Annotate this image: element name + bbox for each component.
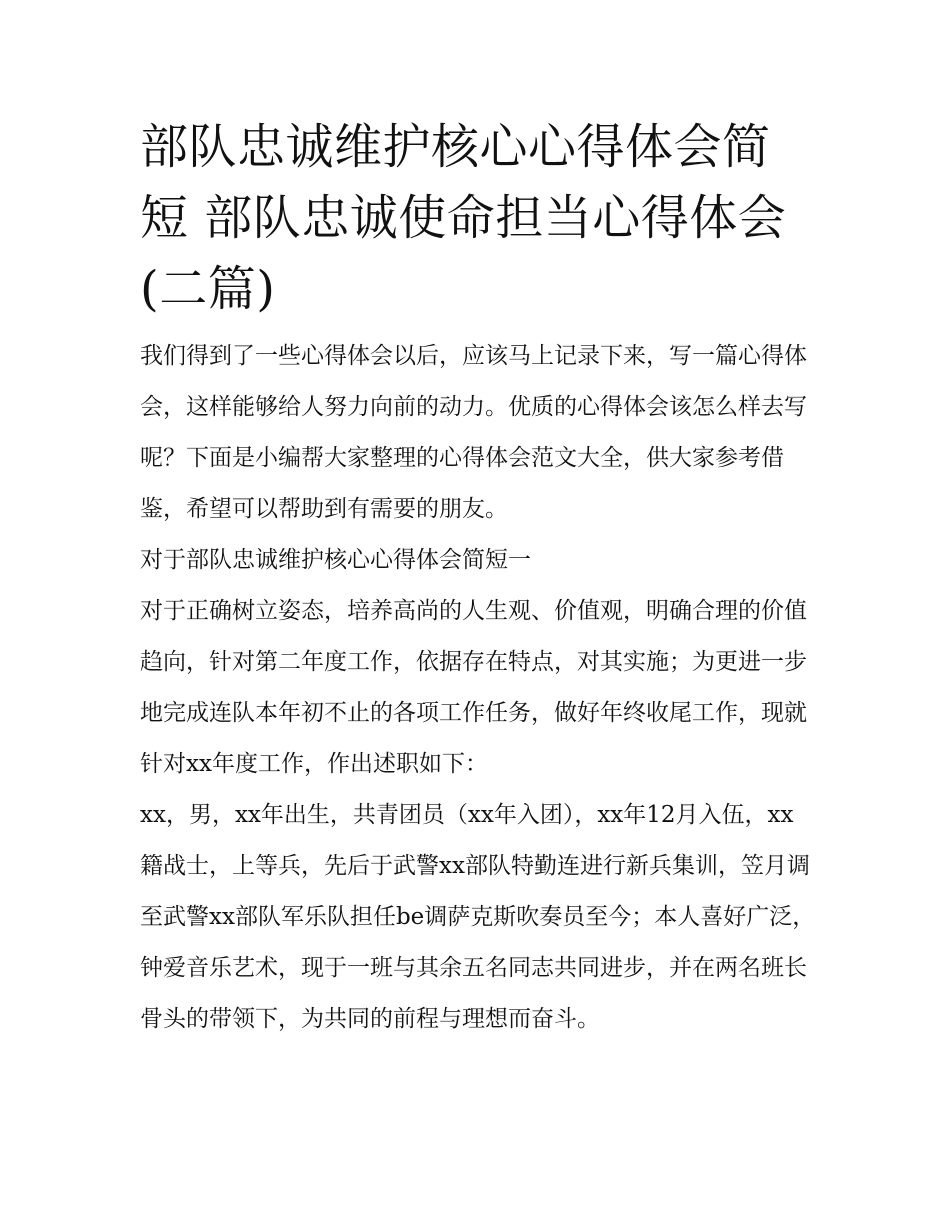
intro-paragraph: 我们得到了一些心得体会以后，应该马上记录下来，写一篇心得体会，这样能够给人努力向前的动力。优质的心得体会该怎么样去写呢？下面是小编帮大家整理的心得体会范文大全，供大家参考借鉴，希望可以帮助到有需要的朋友。	[140, 343, 807, 522]
body-paragraph: 对于正确树立姿态，培养高尚的人生观、价值观，明确合理的价值趋向，针对第二年度工作，依据存在特点，对其实施；为更进一步地完成连队本年初不止的各项工作任务，做好年终收尾工作，现就针对xx年度工作，作出述职如下：	[140, 598, 807, 777]
body-paragraph: xx，男，xx年出生，共青团员（xx年入团），xx年12月入伍，xx籍战士，上等兵，先后于武警xx部队特勤连进行新兵集训，笠月调至武警xx部队军乐队担任be调萨克斯吹奏员至今；本人喜好广泛，钟爱音乐艺术，现于一班与其余五名同志共同进步，并在两名班长骨头的带领下，为共同的前程与理想而奋斗。	[140, 802, 816, 1032]
section-heading: 对于部队忠诚维护核心心得体会简短一	[140, 547, 531, 573]
document-content	[140, 112, 816, 1045]
title-part-1: 部队忠诚维护核心心得体会简短	[140, 119, 771, 246]
title-part-2: 部队忠诚使命担当心得体会(二篇)	[140, 190, 787, 317]
document-title	[140, 112, 816, 325]
